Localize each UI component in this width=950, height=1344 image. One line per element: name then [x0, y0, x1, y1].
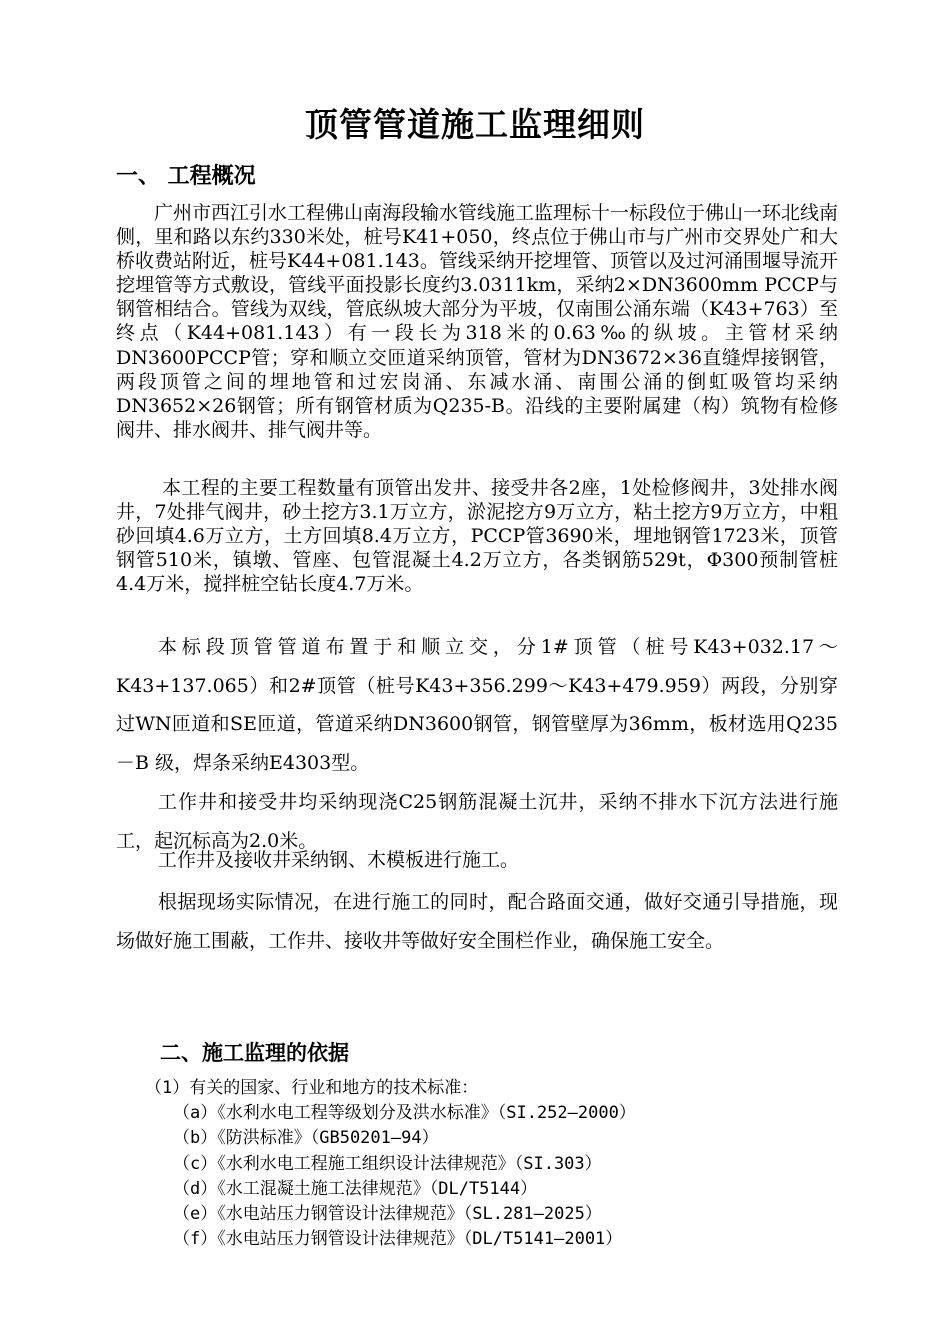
list-item: （a）《水利水电工程等级划分及洪水标准》（SI.252—2000） [173, 1103, 636, 1124]
overview-paragraph-2: 本工程的主要工程数量有顶管出发井、接受井各2座，1处检修阀井，3处排水阀井，7处排气阀井，砂土挖方3.1万立方，淤泥挖方9万立方，粘土挖方9万立方，中粗砂回填4.6万立方，土方回填8.4万立方，PCCP管3690米，埋地钢管1723米，顶管钢管510米，镇墩、管座、包管混凝土4.2万立方，各类钢筋529t，Φ300预制管桩4.4万米，搅拌桩空钻长度4.7万米。 [116, 477, 838, 596]
overview-paragraph-5: 工作井及接收井采纳钢、木模板进行施工。 [158, 849, 520, 871]
section-heading-basis: 二、施工监理的依据 [160, 1041, 349, 1065]
list-item: （d）《水工混凝土施工法律规范》（DL/T5144） [173, 1178, 538, 1199]
overview-paragraph-1: 广州市西江引水工程佛山南海段输水管线施工监理标十一标段位于佛山一环北线南侧，里和路以东约330米处，桩号K41+050，终点位于佛山市与广州市交界处广和大桥收费站附近，桩号K44+081.143。管线采纳开挖埋管、顶管以及过河涌围堰导流开挖埋管等方式敷设，管线平面投影长度约3.0311km，采纳2×DN3600mm PCCP与钢管相结合。管线为双线，管底纵坡大部分为平坡，仅南围公涌东端（K43+763）至终点（K44+081.143）有一段长为318米的0.63‰的纵坡。主管材采纳DN3600PCCP管；穿和顺立交匝道采纳顶管，管材为DN3672×36直缝焊接钢管，两段顶管之间的埋地管和过宏岗涌、东减水涌、南围公涌的倒虹吸管均采纳DN3652×26钢管；所有钢管材质为Q235-B。沿线的主要附属建（构）筑物有检修阀井、排水阀井、排气阀井等。 [116, 202, 839, 441]
list-item: （e）《水电站压力钢管设计法律规范》（SL.281—2025） [173, 1204, 602, 1225]
overview-paragraph-4: 工作井和接受井均采纳现浇C25钢筋混凝土沉井，采纳不排水下沉方法进行施工，起沉标高为2.0米。 [116, 791, 838, 852]
overview-paragraph-3: 本标段顶管管道布置于和顺立交，分1#顶管（桩号K43+032.17～K43+137.065）和2#顶管（桩号K43+356.299～K43+479.959）两段，分别穿过WN匝道和SE匝道，管道采纳DN3600钢管，钢管壁厚为36mm，板材选用Q235－B 级，焊条采纳E4303型。 [116, 636, 838, 774]
list-item: （c）《水利水电工程施工组织设计法律规范》（SI.303） [173, 1153, 602, 1174]
standards-list [145, 1076, 636, 1252]
list-item: （1）有关的国家、行业和地方的技术标准： [145, 1078, 479, 1098]
overview-paragraph-6: 根据现场实际情况，在进行施工的同时，配合路面交通，做好交通引导措施，现场做好施工围蔽，工作井、接收井等做好安全围栏作业，确保施工安全。 [116, 891, 838, 952]
list-item: （b）《防洪标准》（GB50201—94） [173, 1128, 439, 1149]
list-item: （f）《水电站压力钢管设计法律规范》（DL/T5141—2001） [173, 1229, 623, 1250]
section-heading-overview: 一、 工程概况 [116, 164, 256, 189]
document-title: 顶管管道施工监理细则 [305, 105, 645, 144]
